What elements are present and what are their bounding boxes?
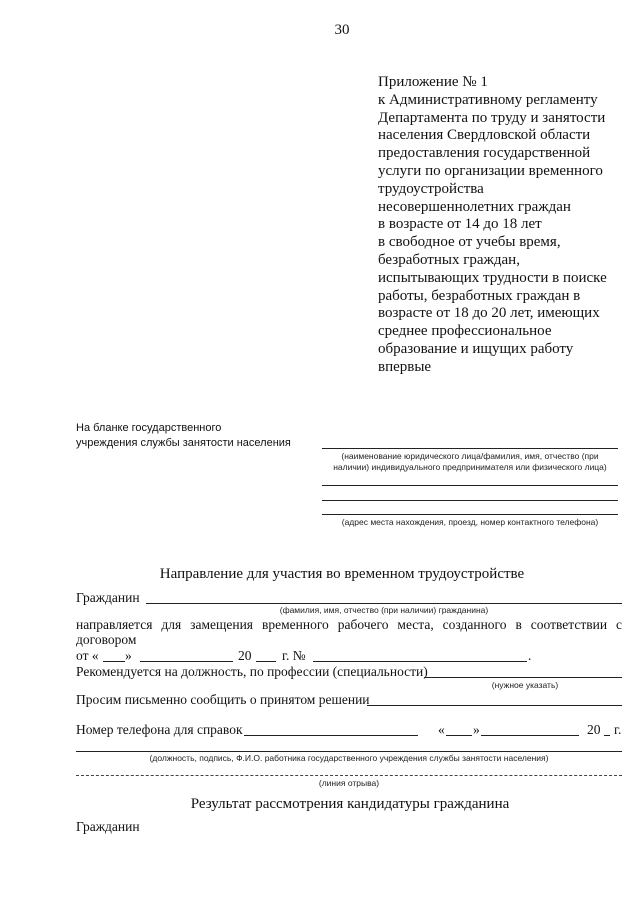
page-number: 30 bbox=[334, 22, 350, 38]
appendix-line: безработных граждан, bbox=[378, 251, 520, 268]
appendix-line: возрасте от 18 до 20 лет, имеющих bbox=[378, 305, 600, 322]
month2-field[interactable] bbox=[481, 735, 579, 736]
appendix-block bbox=[378, 74, 618, 377]
date2-quote-open: « bbox=[438, 722, 445, 737]
year2-field[interactable] bbox=[604, 735, 610, 736]
signature-line[interactable] bbox=[76, 751, 622, 752]
appendix-line: испытывающих трудности в поиске bbox=[378, 269, 607, 286]
phone-field[interactable] bbox=[244, 735, 418, 736]
appendix-line: услуги по организации временного bbox=[378, 162, 603, 179]
appendix-line: впервые bbox=[378, 358, 432, 375]
caption-line: (наименование юридического лица/фамилия, имя, отчество (при bbox=[341, 451, 599, 461]
citizen-name-line[interactable] bbox=[146, 603, 622, 604]
year2-prefix: 20 bbox=[587, 722, 601, 737]
date-from-open: от « bbox=[76, 648, 99, 663]
letterhead-note bbox=[76, 421, 291, 450]
addressee-name-line[interactable] bbox=[322, 448, 618, 449]
contract-label: договором bbox=[76, 632, 137, 647]
request-label: Просим письменно сообщить о принятом решении bbox=[76, 692, 370, 707]
year2-suffix: г. bbox=[614, 722, 622, 737]
month-field[interactable] bbox=[140, 661, 233, 662]
recommended-label: Рекомендуется на должность, по профессии (специальности) bbox=[76, 664, 428, 679]
appendix-line: предоставления государственной bbox=[378, 145, 591, 162]
request-field[interactable] bbox=[367, 705, 622, 706]
contract-number-label: г. № bbox=[282, 648, 306, 663]
appendix-line: в возрасте от 14 до 18 лет bbox=[378, 216, 542, 233]
tear-line bbox=[76, 775, 622, 776]
year-field[interactable] bbox=[256, 661, 276, 662]
appendix-line: трудоустройства bbox=[378, 180, 484, 197]
tear-line-caption: (линия отрыва) bbox=[318, 778, 380, 788]
appendix-line: работы, безработных граждан в bbox=[378, 287, 581, 304]
required-caption: (нужное указать) bbox=[491, 680, 559, 690]
citizen-label: Гражданин bbox=[76, 590, 140, 605]
day2-field[interactable] bbox=[446, 735, 472, 736]
sent-text: направляется для замещения временного рабочего места, созданного в соответствии с bbox=[76, 617, 622, 632]
addressee-name-caption bbox=[318, 451, 622, 473]
day-field[interactable] bbox=[103, 661, 125, 662]
form-title: Направление для участия во временном трудоустройстве bbox=[159, 566, 525, 582]
citizen-name-caption: (фамилия, имя, отчество (при наличии) гражданина) bbox=[279, 605, 489, 615]
addressee-line[interactable] bbox=[322, 500, 618, 501]
address-line[interactable] bbox=[322, 514, 618, 515]
caption-line: наличии) индивидуального предпринимателя или физического лица) bbox=[333, 462, 607, 472]
result-citizen-label: Гражданин bbox=[76, 819, 140, 834]
position-field[interactable] bbox=[424, 677, 622, 678]
result-title: Результат рассмотрения кандидатуры гражданина bbox=[190, 796, 510, 812]
contract-number-field[interactable] bbox=[313, 661, 527, 662]
period: . bbox=[528, 648, 532, 663]
appendix-line: Департамента по труду и занятости bbox=[378, 109, 606, 126]
appendix-line: Приложение № 1 bbox=[378, 74, 488, 90]
appendix-line: образование и ищущих работу bbox=[378, 340, 574, 357]
letterhead-note-line: На бланке государственного bbox=[76, 422, 222, 434]
letterhead-note-line: учреждения службы занятости населения bbox=[76, 436, 291, 449]
date2-quote-close: » bbox=[473, 722, 480, 737]
phone-label: Номер телефона для справок bbox=[76, 722, 243, 737]
addressee-line[interactable] bbox=[322, 485, 618, 486]
signature-caption: (должность, подпись, Ф.И.О. работника государственного учреждения службы занятости населения) bbox=[149, 753, 549, 763]
address-caption: (адрес места нахождения, проезд, номер контактного телефона) bbox=[341, 517, 599, 527]
appendix-line: несовершеннолетних граждан bbox=[378, 198, 571, 215]
year-prefix: 20 bbox=[238, 648, 252, 663]
appendix-line: в свободное от учебы время, bbox=[378, 234, 561, 251]
appendix-line: к Административному регламенту bbox=[378, 91, 598, 108]
appendix-line: населения Свердловской области bbox=[378, 127, 591, 144]
appendix-line: среднее профессиональное bbox=[378, 323, 552, 340]
date-quote-close: » bbox=[125, 648, 132, 663]
